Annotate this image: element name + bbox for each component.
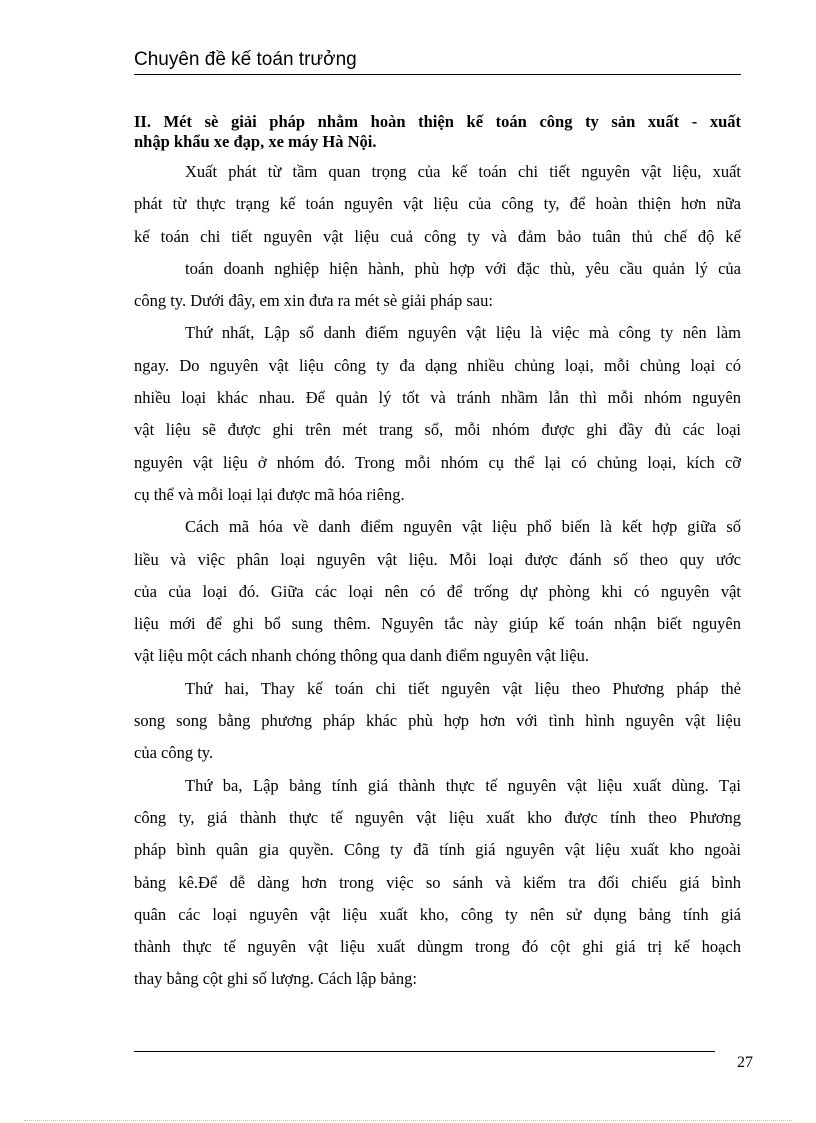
paragraph-line: pháp bình quân gia quyền. Công ty đã tính giá nguyên vật liệu xuất kho ngoài <box>134 840 741 860</box>
paragraph-line: Cách mã hóa về danh điểm nguyên vật liệu phổ biến là kết hợp giữa số <box>185 517 741 537</box>
paragraph-line: công ty. Dưới đây, em xin đưa ra mét sè giải pháp sau: <box>134 291 493 311</box>
paragraph-line: vật liệu một cách nhanh chóng thông qua danh điểm nguyên vật liệu. <box>134 646 590 666</box>
paragraph-line: quân các loại nguyên vật liệu xuất kho, công ty nên sử dụng bảng tính giá <box>134 904 741 924</box>
paragraph-third-solution <box>134 770 741 996</box>
page-number: 27 <box>737 1054 753 1071</box>
paragraph-first-solution <box>134 317 741 511</box>
paragraph-intro <box>134 156 741 253</box>
paragraph-line: Thứ nhất, Lập sổ danh điểm nguyên vật liệu là việc mà công ty nên làm <box>185 323 741 343</box>
paragraph-intro-cont <box>134 253 741 318</box>
paragraph-line: Thứ ba, Lập bảng tính giá thành thực tế nguyên vật liệu xuất dùng. Tại <box>185 775 741 795</box>
paragraph-line: thành thực tế nguyên vật liệu xuất dùngm trong đó cột ghi giá trị kế hoạch <box>134 937 741 957</box>
paragraph-line: của công ty. <box>134 743 214 763</box>
paragraph-coding-method <box>134 511 741 672</box>
paragraph-line: công ty, giá thành thực tế nguyên vật liệu xuất kho được tính theo Phương <box>134 807 741 827</box>
paragraph-line: của của loại đó. Giữa các loại nên có để trống dự phòng khi có nguyên vật <box>134 581 741 601</box>
paragraph-line: kế toán chi tiết nguyên vật liệu cuả công ty và đảm bảo tuân thủ chế độ kế <box>134 226 741 246</box>
section-heading <box>134 112 741 152</box>
page-header <box>134 48 741 75</box>
paragraph-line: Thứ hai, Thay kế toán chi tiết nguyên vật liệu theo Phương pháp thẻ <box>185 678 741 698</box>
header-title: Chuyên đề kế toán trưởng <box>134 49 357 70</box>
paragraph-line: cụ thể và mỗi loại lại được mã hóa riêng. <box>134 484 405 504</box>
paragraph-line: Xuất phát từ tầm quan trọng của kế toán chi tiết nguyên vật liệu, xuất <box>185 162 741 181</box>
page-bottom-border <box>24 1120 792 1121</box>
paragraph-line: nguyên vật liệu ở nhóm đó. Trong mỗi nhóm cụ thể lại có chủng loại, kích cỡ <box>134 452 741 472</box>
paragraph-line: nhiều loại khác nhau. Để quản lý tốt và tránh nhầm lẫn thì mỗi nhóm nguyên <box>134 388 741 408</box>
document-body <box>134 112 741 996</box>
paragraph-line: song song bằng phương pháp khác phù hợp hơn với tình hình nguyên vật liệu <box>134 711 741 731</box>
paragraph-line: vật liệu sẽ được ghi trên mét trang sổ, mỗi nhóm được ghi đầy đủ các loại <box>134 420 741 440</box>
paragraph-line: toán doanh nghiệp hiện hành, phù hợp với đặc thù, yêu cầu quản lý của <box>185 258 741 278</box>
footer-divider <box>134 1051 715 1052</box>
paragraph-line: phát từ thực trạng kế toán nguyên vật liệu của công ty, để hoàn thiện hơn nữa <box>134 194 741 214</box>
paragraph-line: liều và việc phân loại nguyên vật liệu. Mỗi loại được đánh số theo quy ước <box>134 549 741 569</box>
paragraph-second-solution <box>134 673 741 770</box>
paragraph-line: thay bằng cột ghi số lượng. Cách lập bảng: <box>134 969 417 989</box>
heading-line: II. Mét sè giải pháp nhằm hoàn thiện kế toán công ty sản xuất - xuất <box>134 112 741 131</box>
paragraph-line: ngay. Do nguyên vật liệu công ty đa dạng nhiều chủng loại, mỗi chủng loại có <box>134 355 741 375</box>
heading-line: nhập khẩu xe đạp, xe máy Hà Nội. <box>134 132 377 151</box>
paragraph-line: liệu mới để ghi bổ sung thêm. Nguyên tắc này giúp kế toán nhận biết nguyên <box>134 614 741 634</box>
paragraph-line: bảng kê.Để dễ dàng hơn trong việc so sánh và kiểm tra đối chiếu giá bình <box>134 872 741 892</box>
